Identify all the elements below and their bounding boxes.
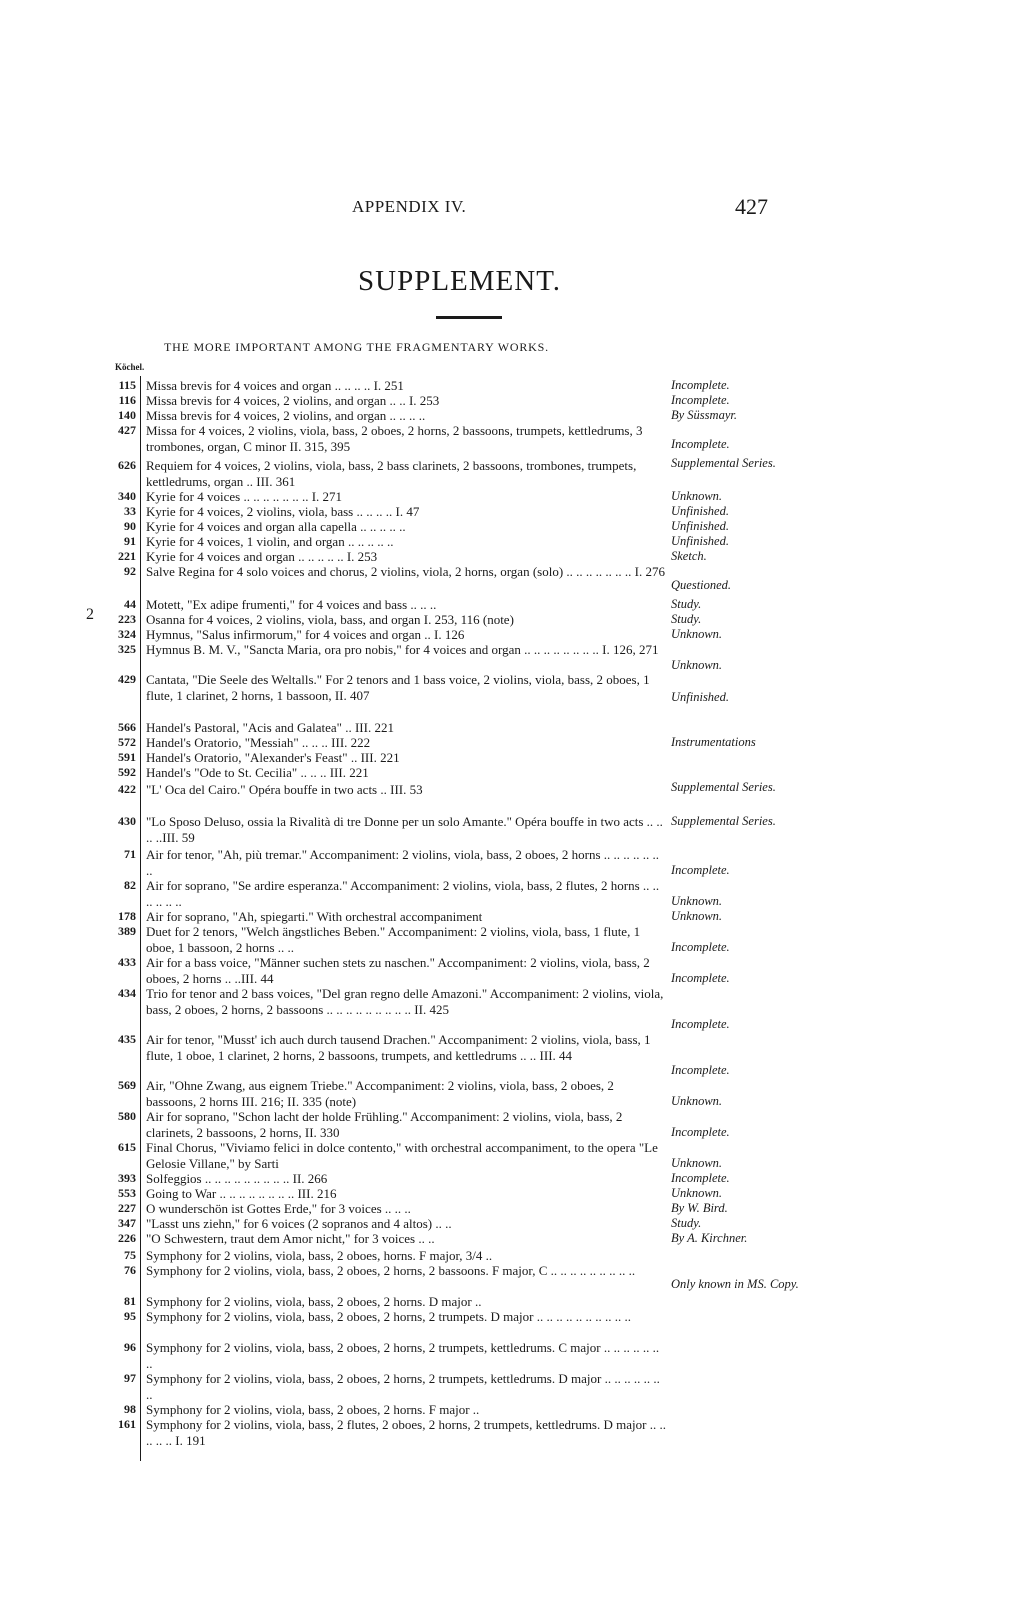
kochel-number: 422 [118, 782, 136, 796]
kochel-number: 566 [118, 720, 136, 734]
work-status: Only known in MS. Copy. [671, 1277, 799, 1291]
work-status: Incomplete. [671, 1171, 730, 1185]
work-status: Unknown. [671, 658, 723, 672]
kochel-number: 96 [124, 1340, 136, 1354]
work-status: Incomplete. [671, 940, 730, 954]
page-number: 427 [735, 194, 768, 219]
work-description: Missa brevis for 4 voices, 2 violins, and organ .. .. .. .. [146, 408, 426, 423]
work-status: Unknown. [671, 1186, 723, 1200]
work-status: Incomplete. [671, 393, 730, 407]
work-description: Kyrie for 4 voices and organ alla capella .. .. .. .. .. [146, 519, 406, 534]
work-description: Air for soprano, "Se ardire esperanza." Accompaniment: 2 violins, viola, bass, 2 flutes, 2 horns .. .. .. .. .. .. [146, 878, 660, 909]
kochel-number: 75 [124, 1248, 136, 1262]
work-status: Unknown. [671, 1156, 723, 1170]
running-title: APPENDIX IV. [352, 197, 467, 216]
work-status: Unfinished. [671, 690, 729, 704]
work-description: Air for a bass voice, "Männer suchen stets zu naschen." Accompaniment: 2 violins, viola, bass, 2 oboes, 2 horns .. ..III. 44 [146, 955, 650, 986]
work-description: Trio for tenor and 2 bass voices, "Del gran regno delle Amazoni." Accompaniment: 2 violins, viola, bass, 2 oboes, 2 horns, 2 bassoons .. .. .. .. .. .. .. .. .. II. 425 [146, 986, 664, 1017]
work-status: By A. Kirchner. [671, 1231, 748, 1245]
work-description: Duet for 2 tenors, "Welch ängstliches Beben." Accompaniment: 2 violins, viola, bass, 1 flute, 1 oboe, 1 bassoon, 2 horns .. .. [146, 924, 641, 955]
section-subtitle: THE MORE IMPORTANT AMONG THE FRAGMENTARY WORKS. [164, 340, 549, 354]
work-status: Incomplete. [671, 1125, 730, 1139]
kochel-number: 221 [118, 549, 136, 563]
work-description: Requiem for 4 voices, 2 violins, viola, bass, 2 bass clarinets, 2 bassoons, trombones, trumpets, kettledrums, organ .. III. 361 [146, 458, 637, 489]
work-status: By W. Bird. [671, 1201, 728, 1215]
work-description: Missa brevis for 4 voices and organ .. .. .. .. I. 251 [146, 378, 404, 393]
work-status: Unknown. [671, 627, 723, 641]
work-status: Study. [671, 612, 702, 626]
kochel-number: 433 [118, 955, 136, 969]
work-description: Hymnus B. M. V., "Sancta Maria, ora pro nobis," for 4 voices and organ .. .. .. .. .. .. .. .. I. 126, 271 [146, 642, 659, 657]
work-status: Unknown. [671, 909, 723, 923]
work-description: Missa brevis for 4 voices, 2 violins, and organ .. .. I. 253 [146, 393, 440, 408]
work-description: "L' Oca del Cairo." Opéra bouffe in two acts .. III. 53 [146, 782, 423, 797]
kochel-number: 615 [118, 1140, 136, 1154]
kochel-number: 427 [118, 423, 136, 437]
work-description: O wunderschön ist Gottes Erde," for 3 voices .. .. .. [146, 1201, 411, 1216]
section-heading: SUPPLEMENT. [358, 265, 562, 297]
kochel-column-label: Köchel. [115, 362, 145, 372]
work-description: Symphony for 2 violins, viola, bass, 2 oboes, 2 horns, 2 trumpets, kettledrums. C major .. .. .. .. .. .. .. [146, 1340, 660, 1371]
work-description: Symphony for 2 violins, viola, bass, 2 oboes, 2 horns, 2 trumpets, kettledrums. D major .. .. .. .. .. .. .. [146, 1371, 660, 1402]
kochel-number: 340 [118, 489, 136, 503]
work-description: Symphony for 2 violins, viola, bass, 2 oboes, horns. F major, 3/4 .. [146, 1248, 493, 1263]
work-status: Incomplete. [671, 971, 730, 985]
work-description: "O Schwestern, traut dem Amor nicht," for 3 voices .. .. [146, 1231, 435, 1246]
work-description: Going to War .. .. .. .. .. .. .. .. III. 216 [146, 1186, 337, 1201]
kochel-number: 98 [124, 1402, 136, 1416]
kochel-number: 389 [118, 924, 136, 938]
kochel-number: 161 [118, 1417, 136, 1431]
work-description: Symphony for 2 violins, viola, bass, 2 flutes, 2 oboes, 2 horns, 2 trumpets, kettledrums. D major .. .. .. .. .. I. 191 [146, 1417, 666, 1448]
work-description: Missa for 4 voices, 2 violins, viola, bass, 2 oboes, 2 horns, 2 bassoons, trumpets, kettledrums, 3 trombones, organ, C minor II. 315, 395 [146, 423, 643, 454]
work-description: Symphony for 2 violins, viola, bass, 2 oboes, 2 horns, 2 trumpets. D major .. .. .. .. .. .. .. .. .. .. [146, 1309, 631, 1324]
kochel-number: 90 [124, 519, 136, 533]
work-description: Symphony for 2 violins, viola, bass, 2 oboes, 2 horns. F major .. [146, 1402, 480, 1417]
work-description: Handel's Oratorio, "Messiah" .. .. .. III. 222 [146, 735, 371, 750]
work-description: Motett, "Ex adipe frumenti," for 4 voices and bass .. .. .. [146, 597, 437, 612]
work-description: Handel's "Ode to St. Cecilia" .. .. .. III. 221 [146, 765, 369, 780]
running-header [0, 194, 1034, 221]
work-description: Air for tenor, "Musst' ich auch durch tausend Drachen." Accompaniment: 2 violins, viola, bass, 1 flute, 1 oboe, 1 clarinet, 2 horns, 2 bassoons, trumpets, and kettledrums .. .. III. 44 [146, 1032, 651, 1063]
kochel-number: 393 [118, 1171, 136, 1185]
work-status: By Süssmayr. [671, 408, 737, 422]
kochel-number: 91 [124, 534, 136, 548]
work-status: Supplemental Series. [671, 456, 776, 470]
kochel-number: 44 [124, 597, 136, 611]
kochel-number: 82 [124, 878, 136, 892]
kochel-number: 429 [118, 672, 136, 686]
work-description: Final Chorus, "Viviamo felici in dolce contento," with orchestral accompaniment, to the opera "Le Gelosie Villane," by Sarti [146, 1140, 658, 1171]
work-status: Sketch. [671, 549, 707, 563]
work-status: Incomplete. [671, 1017, 730, 1031]
kochel-number: 116 [118, 393, 136, 407]
work-status: Study. [671, 597, 702, 611]
work-description: Hymnus, "Salus infirmorum," for 4 voices and organ .. I. 126 [146, 627, 465, 642]
work-description: Kyrie for 4 voices .. .. .. .. .. .. .. I. 271 [146, 489, 343, 504]
work-description: Handel's Oratorio, "Alexander's Feast" .. III. 221 [146, 750, 400, 765]
kochel-number: 592 [118, 765, 136, 779]
work-status: Incomplete. [671, 378, 730, 392]
kochel-number: 553 [118, 1186, 136, 1200]
kochel-number: 227 [118, 1201, 136, 1215]
kochel-number: 572 [118, 735, 136, 749]
work-status: Incomplete. [671, 437, 730, 451]
work-status: Questioned. [671, 578, 732, 592]
kochel-number: 580 [118, 1109, 136, 1123]
kochel-number: 325 [118, 642, 136, 656]
work-status: Unfinished. [671, 534, 729, 548]
work-description: Osanna for 4 voices, 2 violins, viola, bass, and organ I. 253, 116 (note) [146, 612, 514, 627]
work-description: Air for soprano, "Ah, spiegarti." With orchestral accompaniment [146, 909, 483, 924]
work-status: Unfinished. [671, 504, 729, 518]
work-status: Unfinished. [671, 519, 729, 533]
work-status: Supplemental Series. [671, 780, 776, 794]
work-description: Air for soprano, "Schon lacht der holde Frühling." Accompaniment: 2 violins, viola, bass, 2 clarinets, 2 bassoons, 2 horns, II. 330 [146, 1109, 623, 1140]
kochel-number: 97 [124, 1371, 136, 1385]
work-status: Unknown. [671, 489, 723, 503]
kochel-number: 81 [124, 1294, 136, 1308]
work-status: Supplemental Series. [671, 814, 776, 828]
work-status: Incomplete. [671, 1063, 730, 1077]
work-description: Kyrie for 4 voices, 2 violins, viola, bass .. .. .. .. I. 47 [146, 504, 420, 519]
work-description: Solfeggios .. .. .. .. .. .. .. .. .. II. 266 [146, 1171, 328, 1186]
work-status: Instrumentations [671, 735, 756, 749]
work-description: Cantata, "Die Seele des Weltalls." For 2 tenors and 1 bass voice, 2 violins, viola, bass, 2 oboes, 1 flute, 1 clarinet, 2 horns, 1 bassoon, II. 407 [146, 672, 650, 703]
kochel-number: 226 [118, 1231, 136, 1245]
work-description: Symphony for 2 violins, viola, bass, 2 oboes, 2 horns. D major .. [146, 1294, 482, 1309]
kochel-number: 591 [118, 750, 136, 764]
heading-rule [436, 316, 502, 319]
kochel-number: 434 [118, 986, 136, 1000]
margin-annotation: 2 [86, 606, 94, 623]
work-description: Handel's Pastoral, "Acis and Galatea" .. III. 221 [146, 720, 394, 735]
kochel-number: 76 [124, 1263, 136, 1277]
work-description: Symphony for 2 violins, viola, bass, 2 oboes, 2 horns, 2 bassoons. F major, C .. .. .. .. .. .. .. .. .. [146, 1263, 636, 1278]
work-description: Air, "Ohne Zwang, aus eignem Triebe." Accompaniment: 2 violins, viola, bass, 2 oboes, 2 bassoons, 2 horns III. 216; II. 335 (note) [146, 1078, 614, 1109]
kochel-number: 33 [124, 504, 136, 518]
work-description: "Lasst uns ziehn," for 6 voices (2 sopranos and 4 altos) .. .. [146, 1216, 452, 1231]
work-description: Kyrie for 4 voices and organ .. .. .. .. .. I. 253 [146, 549, 378, 564]
kochel-number: 95 [124, 1309, 136, 1323]
kochel-number: 178 [118, 909, 136, 923]
kochel-number: 115 [118, 378, 136, 392]
kochel-number: 71 [124, 847, 136, 861]
work-description: "Lo Sposo Deluso, ossia la Rivalità di tre Donne per un solo Amante." Opéra bouffe in two acts .. .. .. ..III. 59 [146, 814, 663, 845]
column-divider [140, 376, 141, 1461]
kochel-number: 347 [118, 1216, 136, 1230]
kochel-number: 569 [118, 1078, 136, 1092]
kochel-number: 435 [118, 1032, 136, 1046]
work-status: Study. [671, 1216, 702, 1230]
kochel-number: 223 [118, 612, 136, 626]
work-status: Unknown. [671, 894, 723, 908]
work-description: Salve Regina for 4 solo voices and chorus, 2 violins, viola, 2 horns, organ (solo) .. .. .. .. .. .. .. I. 276 [146, 564, 665, 579]
work-status: Incomplete. [671, 863, 730, 877]
kochel-number: 626 [118, 458, 136, 472]
work-description: Air for tenor, "Ah, più tremar." Accompaniment: 2 violins, viola, bass, 2 oboes, 2 horns .. .. .. .. .. .. .. [146, 847, 660, 878]
kochel-number: 430 [118, 814, 136, 828]
kochel-number: 92 [124, 564, 136, 578]
work-status: Unknown. [671, 1094, 723, 1108]
kochel-number: 140 [118, 408, 136, 422]
kochel-number: 324 [118, 627, 136, 641]
work-description: Kyrie for 4 voices, 1 violin, and organ .. .. .. .. .. [146, 534, 394, 549]
